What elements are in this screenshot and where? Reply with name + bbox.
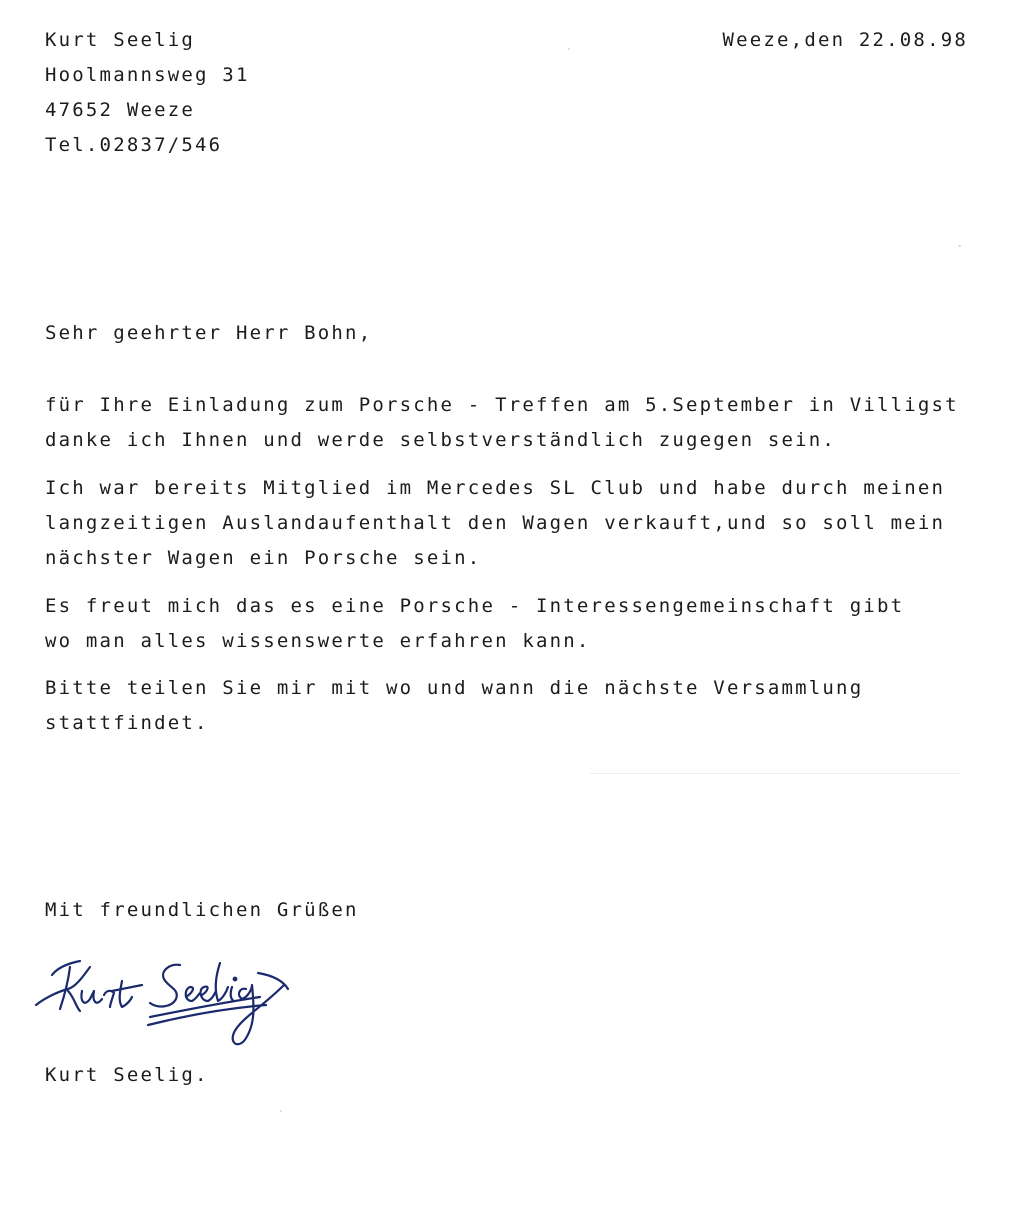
paragraph-line: wo man alles wissenswerte erfahren kann. <box>45 630 591 652</box>
paragraph-line: nächster Wagen ein Porsche sein. <box>45 547 482 569</box>
paragraph-line: Bitte teilen Sie mir mit wo und wann die nächste Versammlung <box>45 677 864 699</box>
paragraph-line: Ich war bereits Mitglied im Mercedes SL Club und habe durch meinen <box>45 477 946 499</box>
paragraph-line: Es freut mich das es eine Porsche - Interessengemeinschaft gibt <box>45 595 905 617</box>
letter-date: Weeze,den 22.08.98 <box>722 29 968 51</box>
sender-city: 47652 Weeze <box>45 99 196 121</box>
paragraph-line: stattfindet. <box>45 712 209 734</box>
handwritten-signature <box>30 945 300 1055</box>
scan-speck <box>958 245 961 247</box>
closing: Mit freundlichen Grüßen <box>45 899 359 921</box>
paragraph-line: langzeitigen Auslandaufenthalt den Wagen verkauft,und so soll mein <box>45 512 946 534</box>
paragraph-line: danke ich Ihnen und werde selbstverständlich zugegen sein. <box>45 429 837 451</box>
scan-speck <box>280 1110 282 1112</box>
scan-speck <box>568 48 570 50</box>
sender-street: Hoolmannsweg 31 <box>45 64 250 86</box>
scan-line <box>590 773 960 774</box>
salutation: Sehr geehrter Herr Bohn, <box>45 322 373 344</box>
sender-name: Kurt Seelig <box>45 29 196 51</box>
sender-phone: Tel.02837/546 <box>45 134 223 156</box>
typed-name: Kurt Seelig. <box>45 1064 209 1086</box>
paragraph-line: für Ihre Einladung zum Porsche - Treffen am 5.September in Villigst <box>45 394 959 416</box>
